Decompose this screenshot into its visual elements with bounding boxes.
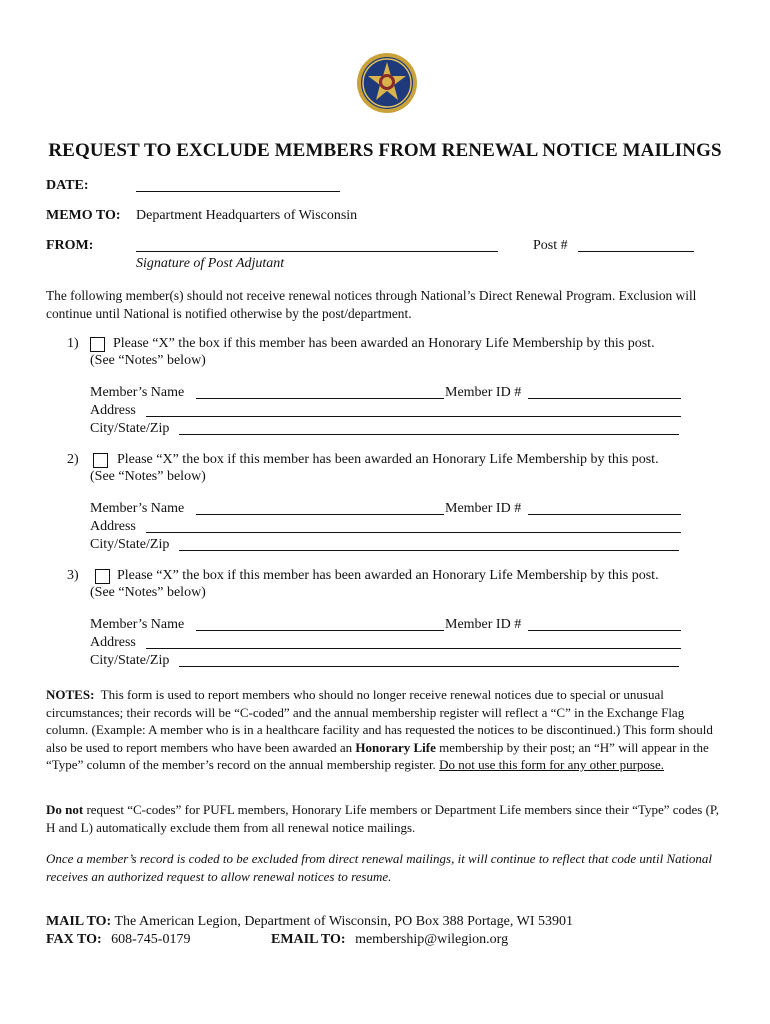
member-number: 1) <box>67 336 79 351</box>
see-notes-text: (See “Notes” below) <box>90 469 206 484</box>
member-name-field[interactable] <box>196 398 444 399</box>
member-name-label: Member’s Name <box>90 617 185 632</box>
notes-label: NOTES: <box>46 687 95 702</box>
fax-to-label: FAX TO: <box>46 932 102 947</box>
date-label: DATE: <box>46 178 89 193</box>
checkbox-text: Please “X” the box if this member has been awarded an Honorary Life Membership by this post. <box>117 452 659 467</box>
american-legion-emblem-icon <box>356 52 418 114</box>
member-id-field[interactable] <box>528 514 681 515</box>
italic-note: Once a member’s record is coded to be excluded from direct renewal mailings, it will continue to reflect that code until National receives an authorized request to allow renewal notices to resume. <box>46 851 713 884</box>
member-name-label: Member’s Name <box>90 385 185 400</box>
checkbox-text: Please “X” the box if this member has been awarded an Honorary Life Membership by this post. <box>117 568 659 583</box>
date-field[interactable] <box>136 191 340 192</box>
do-not-use-text: Do not use this form for any other purpose. <box>439 757 664 773</box>
see-notes-text: (See “Notes” below) <box>90 353 206 368</box>
page-title: REQUEST TO EXCLUDE MEMBERS FROM RENEWAL NOTICE MAILINGS <box>48 140 722 161</box>
city-state-zip-label: City/State/Zip <box>90 537 170 552</box>
member-name-label: Member’s Name <box>90 501 185 516</box>
honorary-life-checkbox[interactable] <box>90 337 105 352</box>
city-state-zip-field[interactable] <box>179 434 679 435</box>
member-number: 2) <box>67 452 79 467</box>
see-notes-text: (See “Notes” below) <box>90 585 206 600</box>
city-state-zip-label: City/State/Zip <box>90 421 170 436</box>
member-id-label: Member ID # <box>445 501 522 516</box>
member-number: 3) <box>67 568 79 583</box>
member-id-label: Member ID # <box>445 385 522 400</box>
member-name-field[interactable] <box>196 630 444 631</box>
memo-value: Department Headquarters of Wisconsin <box>136 208 358 223</box>
do-not-text: request “C-codes” for PUFL members, Honorary Life members or Department Life members since their “Type” codes (P, H and L) automatically exclude them from all renewal notice mailings. <box>46 802 719 835</box>
honorary-life-checkbox[interactable] <box>93 453 108 468</box>
address-field[interactable] <box>146 648 681 649</box>
mail-to-value: The American Legion, Department of Wisconsin, PO Box 388 Portage, WI 53901 <box>114 914 573 929</box>
from-label: FROM: <box>46 238 94 253</box>
address-field[interactable] <box>146 532 681 533</box>
member-id-label: Member ID # <box>445 617 522 632</box>
notes-text-2: membership by their post; an “H” will appear in the “Type” column of the member’s record on the annual membership register. <box>46 739 709 773</box>
member-id-field[interactable] <box>528 630 681 631</box>
mail-to-line <box>46 914 573 930</box>
honorary-life-text: Honorary Life <box>355 739 436 755</box>
address-label: Address <box>90 403 136 418</box>
email-to-label: EMAIL TO: <box>271 932 346 947</box>
honorary-life-checkbox[interactable] <box>95 569 110 584</box>
memo-label: MEMO TO: <box>46 208 121 223</box>
city-state-zip-field[interactable] <box>179 550 679 551</box>
address-field[interactable] <box>146 416 681 417</box>
fax-to-line <box>46 932 190 948</box>
notes-text-1: This form is used to report members who should no longer receive renewal notices due to special or unusual circumstances; their records will be “C-coded” and the annual membership register will reflect a “C” in the Exchange Flag column. (Example: A member who is in a healthcare facility and has requested the notices to be discontinued.) This form should also be used to report members who have been awarded an <box>46 687 713 755</box>
notes-paragraph <box>46 686 728 774</box>
do-not-paragraph <box>46 801 726 836</box>
intro-text: The following member(s) should not receive renewal notices through National’s Direct Renewal Program. Exclusion will continue until National is notified otherwise by the post/department. <box>46 288 697 321</box>
email-to-line <box>271 932 508 948</box>
address-label: Address <box>90 519 136 534</box>
signature-field[interactable] <box>136 251 498 252</box>
member-id-field[interactable] <box>528 398 681 399</box>
city-state-zip-label: City/State/Zip <box>90 653 170 668</box>
post-label: Post # <box>533 238 568 253</box>
address-label: Address <box>90 635 136 650</box>
city-state-zip-field[interactable] <box>179 666 679 667</box>
do-not-label: Do not <box>46 802 84 817</box>
email-to-value[interactable]: membership@wilegion.org <box>355 932 509 947</box>
fax-to-value: 608-745-0179 <box>111 932 191 947</box>
post-number-field[interactable] <box>578 251 694 252</box>
signature-caption: Signature of Post Adjutant <box>136 256 285 271</box>
checkbox-text: Please “X” the box if this member has been awarded an Honorary Life Membership by this post. <box>113 336 655 351</box>
member-name-field[interactable] <box>196 514 444 515</box>
mail-to-label: MAIL TO: <box>46 914 112 929</box>
